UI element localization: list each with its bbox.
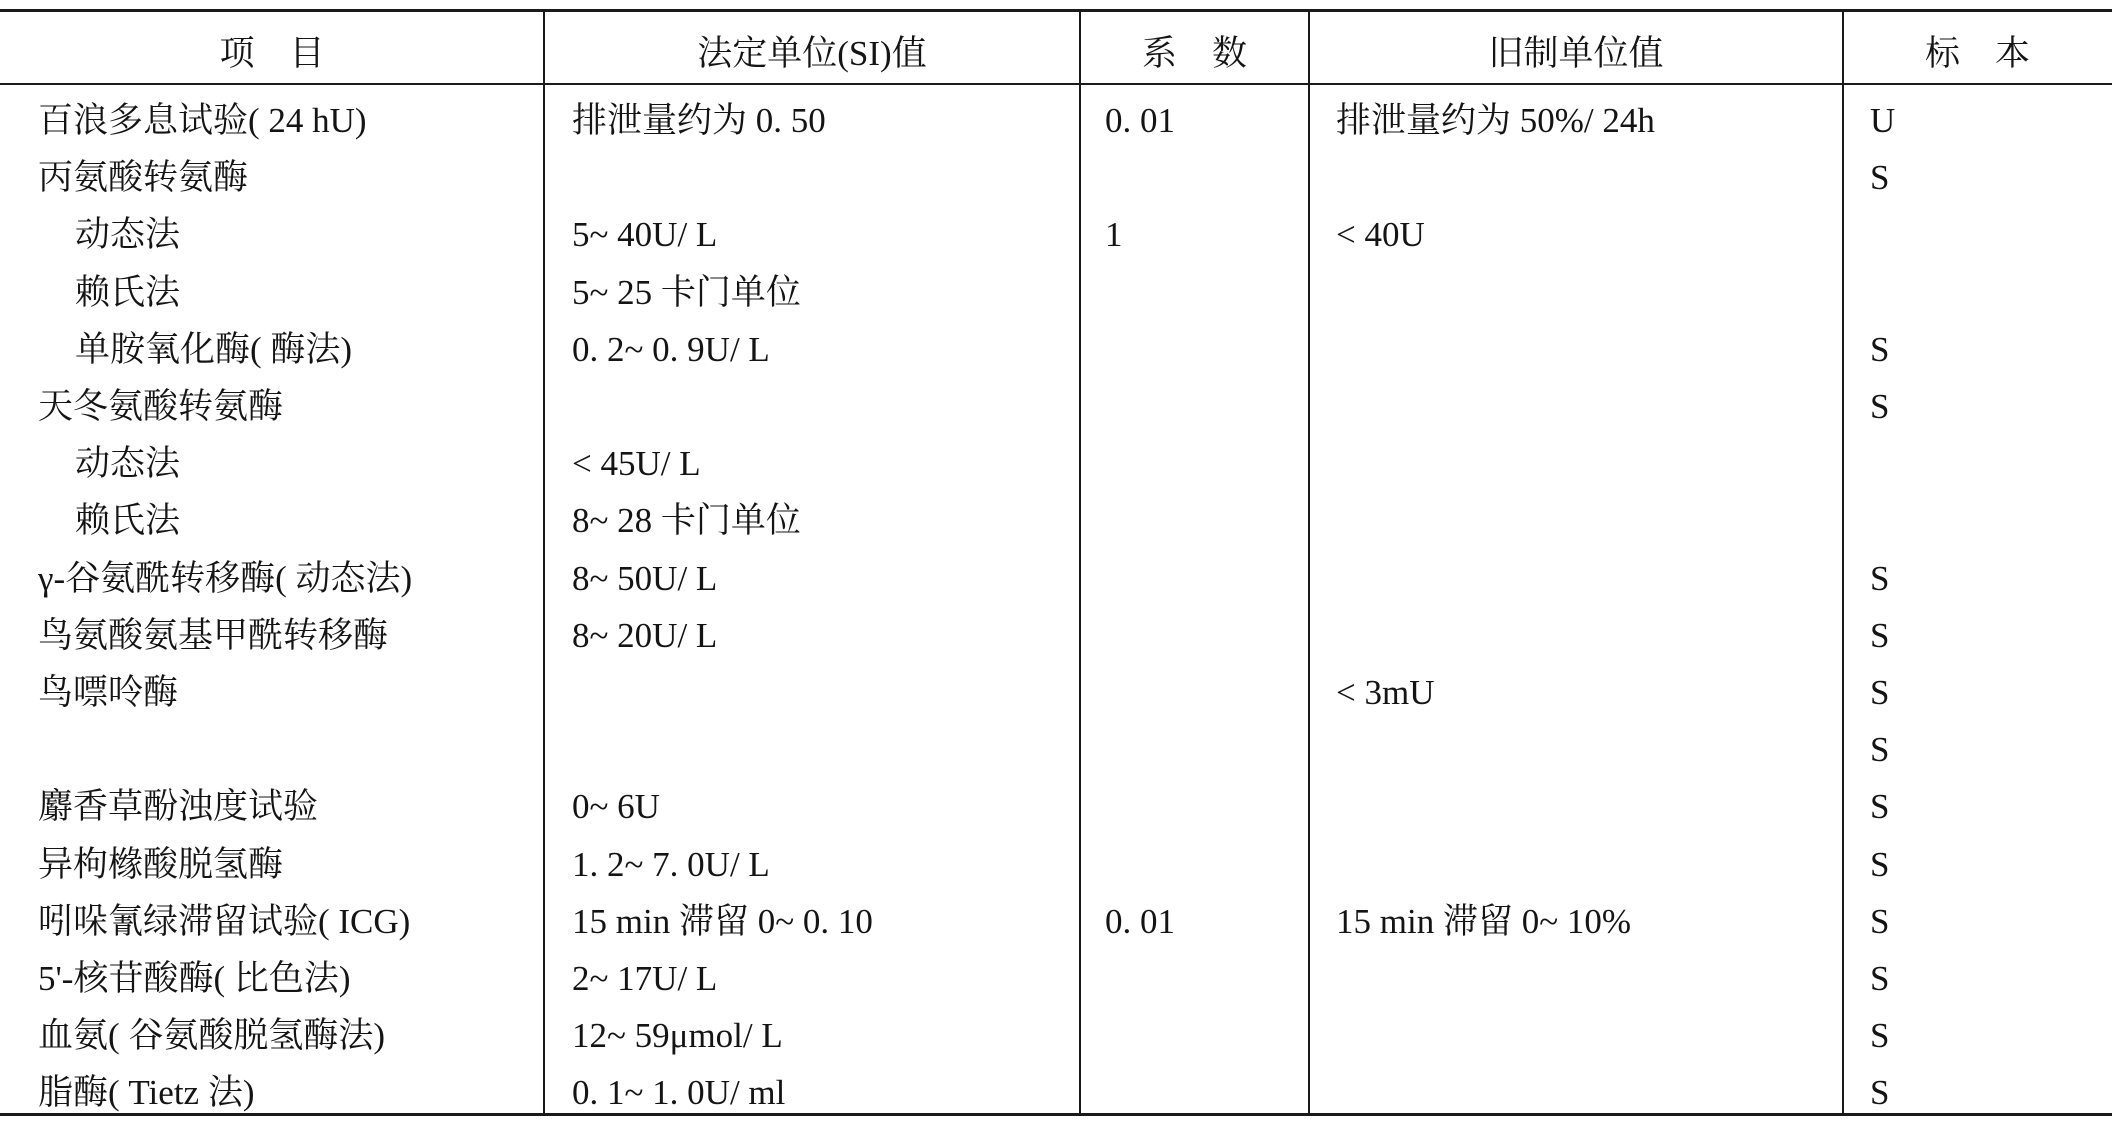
table-row xyxy=(0,550,2112,607)
cell-si-value: 0. 2~ 0. 9U/ L xyxy=(572,329,770,369)
cell-item: 丙氨酸转氨酶 xyxy=(38,158,249,198)
cell-item: γ-谷氨酰转移酶( 动态法) xyxy=(38,558,413,598)
cell-coefficient: 0. 01 xyxy=(1105,901,1175,941)
cell-item: 动态法 xyxy=(75,444,181,484)
table-row xyxy=(0,92,2112,149)
table-body xyxy=(0,92,2112,1121)
cell-item: 血氨( 谷氨酸脱氢酶法) xyxy=(38,1016,386,1056)
header-item: 项 目 xyxy=(219,34,325,73)
cell-coefficient: 0. 01 xyxy=(1105,101,1175,141)
cell-si-value: < 45U/ L xyxy=(572,444,701,484)
cell-old-unit-value: 排泄量约为 50%/ 24h xyxy=(1336,101,1655,141)
cell-item: 鸟嘌呤酶 xyxy=(38,672,179,712)
cell-si-value: 5~ 25 卡门单位 xyxy=(572,272,801,312)
cell-si-value: 排泄量约为 0. 50 xyxy=(572,101,826,141)
cell-specimen: S xyxy=(1870,844,1890,884)
cell-si-value: 8~ 28 卡门单位 xyxy=(572,501,801,541)
cell-specimen: S xyxy=(1870,387,1890,427)
table-header xyxy=(0,20,2112,88)
cell-specimen: S xyxy=(1870,958,1890,998)
cell-item: 吲哚氰绿滞留试验( ICG) xyxy=(38,901,411,941)
table-top-rule xyxy=(0,9,2112,12)
cell-specimen: S xyxy=(1870,730,1890,770)
cell-specimen: S xyxy=(1870,901,1890,941)
table-sub-row xyxy=(0,435,2112,492)
table-sub-row xyxy=(0,492,2112,549)
cell-item: 5'-核苷酸酶( 比色法) xyxy=(38,958,351,998)
cell-si-value: 5~ 40U/ L xyxy=(572,215,718,255)
cell-item: 动态法 xyxy=(75,215,181,255)
cell-specimen: S xyxy=(1870,1016,1890,1056)
cell-item: 异枸橼酸脱氢酶 xyxy=(38,844,284,884)
table-row xyxy=(0,1064,2112,1121)
cell-si-value: 12~ 59μmol/ L xyxy=(572,1016,783,1056)
cell-coefficient: 1 xyxy=(1105,215,1123,255)
cell-item: 赖氏法 xyxy=(75,501,181,541)
cell-old-unit-value: 15 min 滞留 0~ 10% xyxy=(1336,901,1632,941)
cell-si-value: 1. 2~ 7. 0U/ L xyxy=(572,844,770,884)
table-row xyxy=(0,721,2112,778)
cell-si-value: 8~ 50U/ L xyxy=(572,558,718,598)
table-row xyxy=(0,950,2112,1007)
cell-specimen: U xyxy=(1870,101,1896,141)
table-row xyxy=(0,1007,2112,1064)
table-row xyxy=(0,149,2112,206)
header-si-value: 法定单位(SI)值 xyxy=(697,34,927,73)
cell-specimen: S xyxy=(1870,787,1890,827)
table-row xyxy=(0,893,2112,950)
table-row xyxy=(0,607,2112,664)
cell-item: 天冬氨酸转氨酶 xyxy=(38,387,284,427)
table-row xyxy=(0,664,2112,721)
cell-item: 麝香草酚浊度试验 xyxy=(38,787,319,827)
cell-item: 百浪多息试验( 24 hU) xyxy=(38,101,367,141)
header-old-unit-value: 旧制单位值 xyxy=(1488,34,1664,73)
header-specimen: 标 本 xyxy=(1924,34,2030,73)
cell-si-value: 2~ 17U/ L xyxy=(572,958,718,998)
header-coefficient: 系 数 xyxy=(1141,34,1247,73)
table-row xyxy=(0,778,2112,835)
cell-specimen: S xyxy=(1870,1073,1890,1113)
cell-old-unit-value: < 3mU xyxy=(1336,672,1435,712)
table-row xyxy=(0,378,2112,435)
table-row xyxy=(0,835,2112,892)
table-sub-row xyxy=(0,264,2112,321)
cell-item: 鸟氨酸氨基甲酰转移酶 xyxy=(38,615,389,655)
cell-si-value: 8~ 20U/ L xyxy=(572,615,718,655)
cell-old-unit-value: < 40U xyxy=(1336,215,1425,255)
cell-si-value: 0. 1~ 1. 0U/ ml xyxy=(572,1073,786,1113)
table-sub-row xyxy=(0,206,2112,263)
table-sub-row xyxy=(0,321,2112,378)
cell-specimen: S xyxy=(1870,329,1890,369)
cell-si-value: 15 min 滞留 0~ 0. 10 xyxy=(572,901,873,941)
cell-specimen: S xyxy=(1870,558,1890,598)
cell-specimen: S xyxy=(1870,158,1890,198)
cell-specimen: S xyxy=(1870,615,1890,655)
cell-item: 赖氏法 xyxy=(75,272,181,312)
cell-item: 单胺氧化酶( 酶法) xyxy=(75,329,353,369)
cell-si-value: 0~ 6U xyxy=(572,787,660,827)
cell-item: 脂酶( Tietz 法) xyxy=(38,1073,255,1113)
cell-specimen: S xyxy=(1870,672,1890,712)
